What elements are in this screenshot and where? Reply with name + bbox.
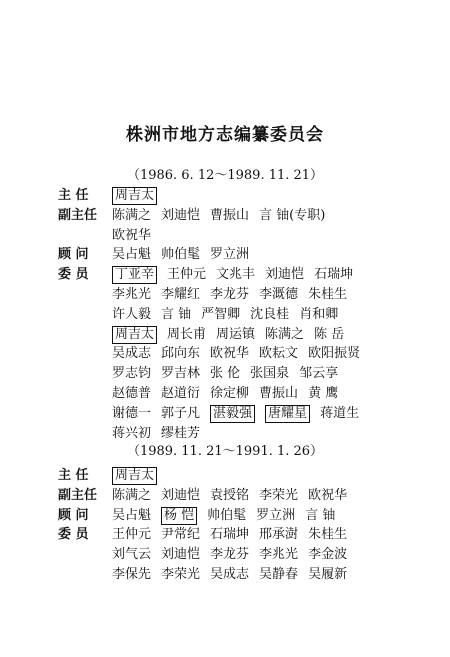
member-name: 李溉德 xyxy=(259,287,299,302)
member-names xyxy=(112,245,259,265)
member-name: 李金波 xyxy=(308,547,348,563)
member-name: 罗立洲 xyxy=(210,247,250,263)
member-name: 张国泉 xyxy=(250,366,290,382)
member-name: 袁授铭 xyxy=(210,487,250,503)
member-names xyxy=(112,285,357,305)
member-names xyxy=(112,466,167,486)
member-name-boxed: 唐耀星 xyxy=(265,405,310,423)
member-name: 欧祝华 xyxy=(308,487,348,503)
member-name: 帅伯髦 xyxy=(207,507,247,523)
member-name: 郭子凡 xyxy=(161,405,201,421)
member-name: 吴履新 xyxy=(308,567,348,582)
member-name: 李龙芬 xyxy=(210,547,250,563)
member-name: 言 铀 xyxy=(161,306,192,322)
member-name: 邱向东 xyxy=(161,346,201,362)
member-names xyxy=(112,364,348,384)
member-name: 刘迪恺 xyxy=(265,267,305,283)
member-name: 刘迪恺 xyxy=(161,487,201,503)
member-name-boxed: 丁亚辛 xyxy=(112,266,157,284)
role-label: 委 员 xyxy=(58,527,89,543)
member-name: 黄 鹰 xyxy=(308,386,339,401)
member-name: 刘迪恺 xyxy=(161,547,201,563)
member-name: 赵道衍 xyxy=(161,386,201,401)
member-name: 吴占魁 xyxy=(112,507,152,523)
member-name: 言 铀(专职) xyxy=(259,207,326,223)
member-names xyxy=(112,186,167,206)
member-name: 刘气云 xyxy=(112,547,152,563)
member-names xyxy=(112,545,357,565)
member-names xyxy=(112,206,335,226)
period-range: （1989. 11. 21～1991. 1. 26） xyxy=(126,444,324,459)
member-name: 李龙芬 xyxy=(210,287,250,302)
member-name: 吴占魁 xyxy=(112,247,152,263)
member-name: 吴成志 xyxy=(112,346,152,362)
member-name: 罗志钧 xyxy=(112,366,152,382)
member-name: 罗吉林 xyxy=(161,366,201,382)
member-names xyxy=(112,506,345,526)
member-name: 欧阳振贤 xyxy=(308,346,361,362)
member-name: 陈 岳 xyxy=(314,326,345,342)
member-name: 陈满之 xyxy=(112,207,152,223)
member-name: 曹振山 xyxy=(259,386,299,401)
member-name: 吴成志 xyxy=(210,567,250,582)
role-label: 副主任 xyxy=(58,487,98,503)
member-name: 李荣光 xyxy=(161,567,201,582)
role-label: 委 员 xyxy=(58,267,89,283)
member-name: 吴静春 xyxy=(259,567,299,582)
member-name: 李耀红 xyxy=(161,287,201,302)
member-names xyxy=(112,344,370,364)
member-name-boxed: 杨 恺 xyxy=(161,507,197,525)
member-name: 言 铀 xyxy=(305,507,336,523)
member-name: 王仲元 xyxy=(112,527,152,543)
member-names xyxy=(112,525,357,545)
member-name: 罗立洲 xyxy=(256,507,296,523)
role-label: 顾 问 xyxy=(58,247,89,263)
member-name: 石瑞坤 xyxy=(210,527,250,543)
member-names xyxy=(112,305,348,325)
member-names xyxy=(112,325,354,345)
member-name: 缪桂芳 xyxy=(161,425,201,441)
member-name: 邢承澍 xyxy=(259,527,299,543)
member-name: 欧祝华 xyxy=(112,227,152,243)
member-name: 蒋兴初 xyxy=(112,425,152,441)
member-name-boxed: 周吉太 xyxy=(112,467,157,485)
member-name: 陈满之 xyxy=(112,487,152,503)
member-name: 欧祝华 xyxy=(210,346,250,362)
member-name: 赵德普 xyxy=(112,386,152,401)
role-label: 主 任 xyxy=(58,188,89,203)
member-name: 刘迪恺 xyxy=(161,207,201,223)
member-name: 李兆光 xyxy=(112,287,152,302)
member-name-boxed: 周吉太 xyxy=(112,326,157,344)
member-name: 李保先 xyxy=(112,567,152,582)
member-name: 邹云享 xyxy=(299,366,339,382)
member-name: 朱桂生 xyxy=(308,527,348,543)
member-name: 尹常纪 xyxy=(161,527,201,543)
member-name: 王仲元 xyxy=(167,267,207,283)
member-name: 陈满之 xyxy=(265,326,305,342)
member-name: 许人毅 xyxy=(112,306,152,322)
member-name: 石瑞坤 xyxy=(314,267,354,283)
member-name: 欧耘文 xyxy=(259,346,299,362)
role-label: 主 任 xyxy=(58,468,89,483)
member-names xyxy=(112,265,363,285)
member-name: 帅伯髦 xyxy=(161,247,201,263)
member-name-boxed: 周吉太 xyxy=(112,187,157,205)
member-name: 徐定柳 xyxy=(210,386,250,401)
member-name: 蒋道生 xyxy=(320,405,360,421)
member-name: 肖和卿 xyxy=(299,306,339,322)
member-name: 周长甫 xyxy=(167,326,207,342)
member-name: 张 伦 xyxy=(210,366,241,382)
document-title: 株洲市地方志编纂委员会 xyxy=(126,125,324,145)
member-name: 严智卿 xyxy=(201,306,241,322)
member-name: 沈良桂 xyxy=(250,306,290,322)
member-name: 谢德一 xyxy=(112,405,152,421)
member-name: 文兆丰 xyxy=(216,267,256,283)
member-name-boxed: 湛毅强 xyxy=(210,405,255,423)
member-names xyxy=(112,384,348,404)
member-names xyxy=(112,404,369,424)
member-name: 朱桂生 xyxy=(308,287,348,302)
member-name: 周运镇 xyxy=(216,326,256,342)
role-label: 副主任 xyxy=(58,207,98,223)
member-name: 曹振山 xyxy=(210,207,250,223)
member-names xyxy=(112,486,357,506)
member-name: 李荣光 xyxy=(259,487,299,503)
role-label: 顾 问 xyxy=(58,507,89,523)
member-names xyxy=(112,226,161,246)
period-range: （1986. 6. 12～1989. 11. 21） xyxy=(126,168,324,183)
member-names xyxy=(112,565,357,585)
member-name: 李兆光 xyxy=(259,547,299,563)
